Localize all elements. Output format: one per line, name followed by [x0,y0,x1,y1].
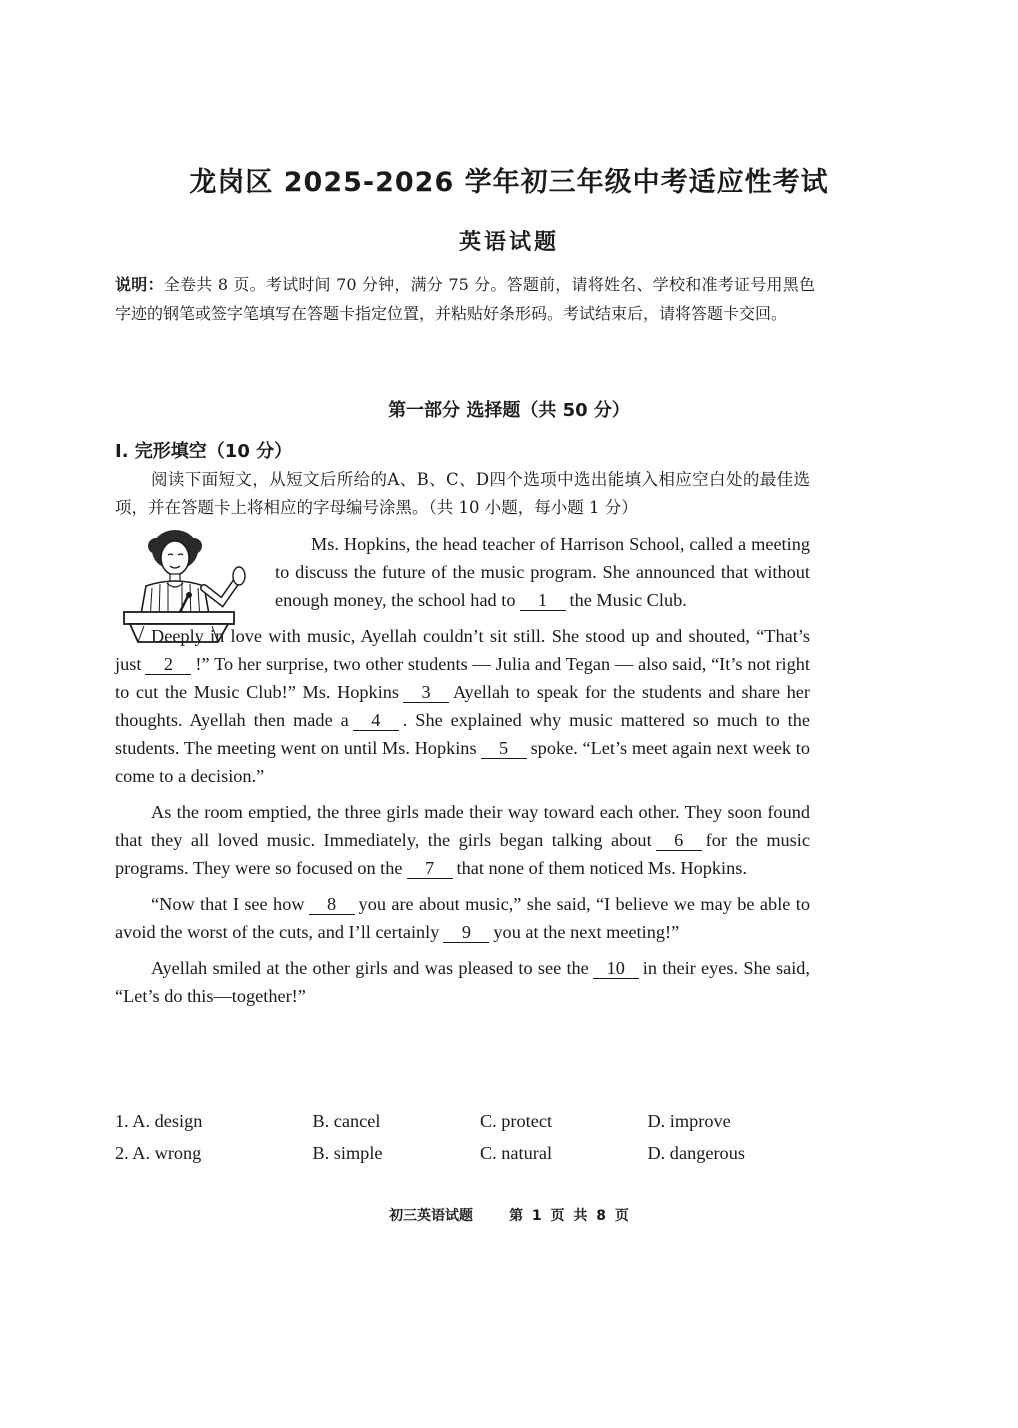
text-run: that none of them noticed Ms. Hopkins. [456,858,747,878]
text-run: As the room emptied, the three girls made their way toward each other. They soon found that they all loved music. Immediately, the girls began talking about [115,802,810,850]
text-run: “Now that I see how [151,894,305,914]
answer-options [115,1105,815,1169]
section-directions: 阅读下面短文，从短文后所给的A、B、C、D四个选项中选出能填入相应空白处的最佳选项，并在答题卡上将相应的字母编号涂黑。（共 10 小题，每小题 1 分） [115,470,810,517]
text-run: Ms. Hopkins, the head teacher of Harrison School, called a meeting to discuss the future of the music program. She announced that without enough money, the school had to [275,534,810,610]
exam-title: 龙岗区 2025-2026 学年初三年级中考适应性考试 [189,167,829,198]
instructions [115,270,815,328]
page-footer [0,1205,1018,1225]
paragraph-4 [115,890,810,946]
part-heading: 第一部分 选择题（共 50 分） [388,400,630,421]
text-run: you are about music,” she said, “I believe we may be able to avoid the worst of the cuts, and I’ll certainly [115,894,810,942]
option-d: D. dangerous [647,1142,745,1163]
option-a: 1. A. design [115,1110,203,1131]
text-run: spoke. “Let’s meet again next week to come to a decision.” [115,738,810,786]
blank-9: 9 [443,922,489,943]
text-run: for the music programs. They were so focused on the [115,830,810,878]
blank-1: 1 [520,590,566,611]
question-row [115,1137,815,1169]
text-run: Ayellah smiled at the other girls and was pleased to see the [151,958,589,978]
question-row [115,1105,815,1137]
paragraph-3 [115,798,810,882]
instructions-text: 全卷共 8 页。考试时间 70 分钟，满分 75 分。答题前，请将姓名、学校和准考证号用黑色字迹的钢笔或签字笔填写在答题卡指定位置，并粘贴好条形码。考试结束后，请将答题卡交回。 [115,275,815,323]
paragraph-2 [115,622,810,790]
cloze-passage [115,530,810,1018]
blank-5: 5 [481,738,527,759]
footer-page-number: 第 1 页 共 8 页 [509,1208,629,1224]
text-run: . She explained why music mattered so much to the students. The meeting went on until Ms. Hopkins [115,710,811,758]
blank-8: 8 [309,894,355,915]
blank-3: 3 [403,682,449,703]
option-d: D. improve [647,1110,731,1131]
option-b: B. simple [312,1142,383,1163]
text-run: in their eyes. She said, “Let’s do this—together!” [115,958,811,1006]
blank-10: 10 [593,958,639,979]
exam-subtitle: 英语试题 [458,230,559,255]
section-heading: I. 完形填空（10 分） [115,441,293,462]
text-run: Deeply in love with music, Ayellah couldn’t sit still. She stood up and shouted, “That’s just [115,626,810,674]
blank-4: 4 [353,710,399,731]
text-run: Ayellah to speak for the students and share her thoughts. Ayellah then made a [115,682,810,730]
option-c: C. protect [479,1110,553,1131]
text-run: the Music Club. [569,590,687,610]
option-c: C. natural [479,1142,553,1163]
option-a: 2. A. wrong [115,1142,202,1163]
text-run: !” To her surprise, two other students — Julia and Tegan — also said, “It’s not right to cut the Music Club!” Ms. Hopkins [115,654,810,702]
blank-7: 7 [407,858,453,879]
text-run: you at the next meeting!” [493,922,680,942]
instructions-lead: 说明： [115,275,164,294]
blank-2: 2 [145,654,191,675]
paragraph-5 [115,954,810,1010]
paragraph-1 [115,530,810,614]
option-b: B. cancel [312,1110,381,1131]
footer-exam-name: 初三英语试题 [389,1208,474,1224]
blank-6: 6 [656,830,702,851]
